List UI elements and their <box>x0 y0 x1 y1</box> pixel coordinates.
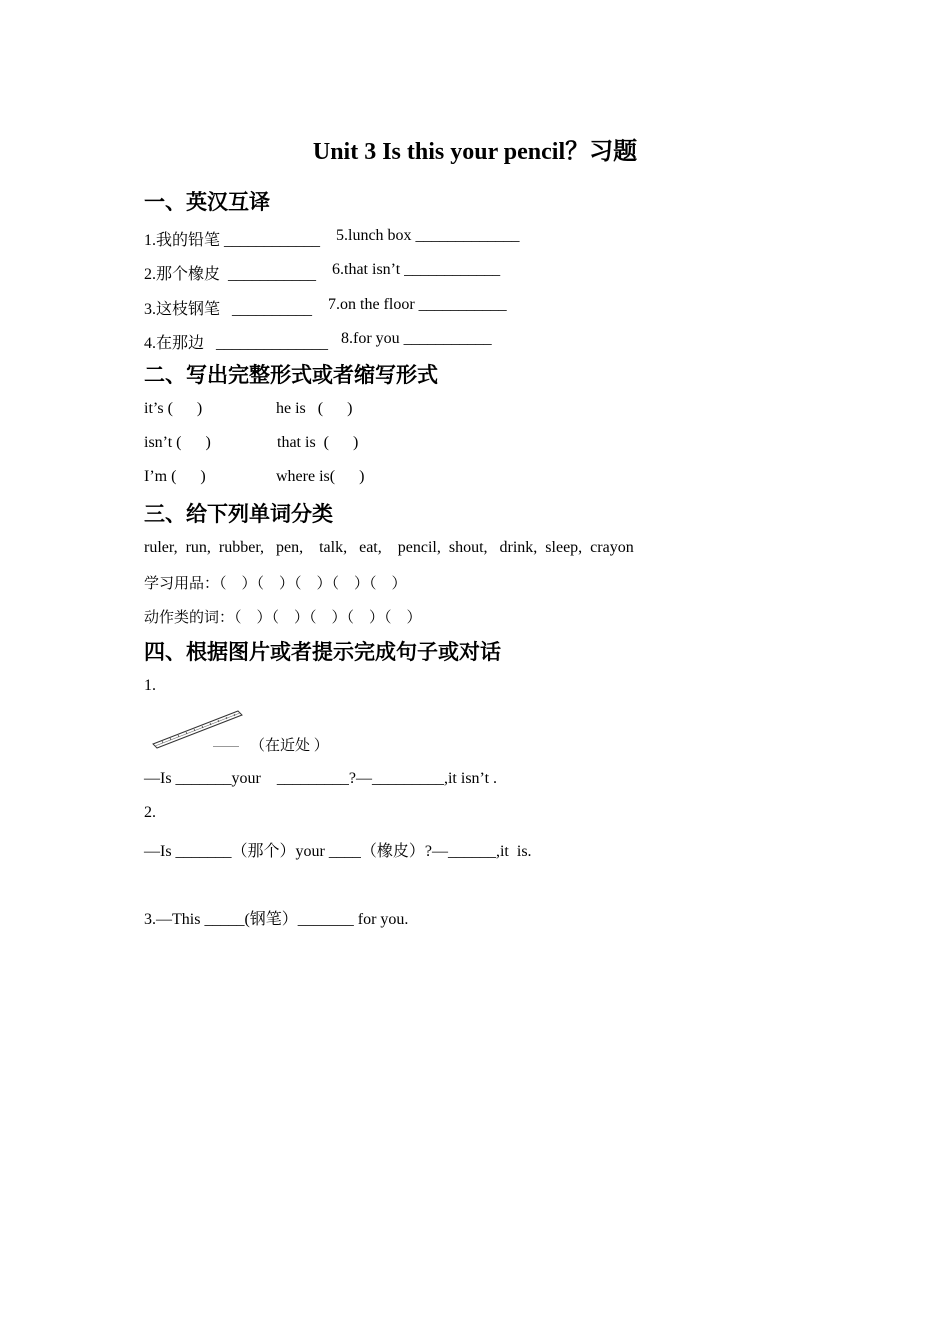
form-item: that is ( ) <box>277 434 359 451</box>
ruler-picture <box>150 704 246 750</box>
translate-item-8: 8.for you ___________ <box>341 330 492 347</box>
translate-item-5: 5.lunch box _____________ <box>336 227 520 244</box>
question-number: 2. <box>144 804 156 821</box>
dialogue-line: 3.—This _____(钢笔）_______ for you. <box>144 911 409 928</box>
translate-item-1: 1.我的铅笔 ____________ <box>144 232 321 249</box>
worksheet-title: Unit 3 Is this your pencil？习题 <box>312 139 638 165</box>
translate-item-6: 6.that isn’t ____________ <box>332 261 501 278</box>
form-item: I’m ( ) <box>144 468 206 485</box>
section2-heading: 二、写出完整形式或者缩写形式 <box>144 363 438 387</box>
section1-heading: 一、英汉互译 <box>144 190 270 214</box>
translate-item-7: 7.on the floor ___________ <box>328 296 507 313</box>
distance-hint: （在近处 ） <box>250 738 329 754</box>
stationery-category: 学习用品：（ ）（ ）（ ）（ ）（ ） <box>144 576 407 592</box>
action-category: 动作类的词：（ ）（ ）（ ）（ ）（ ） <box>144 610 422 626</box>
translate-item-3: 3.这枝钢笔 __________ <box>144 301 313 318</box>
translate-item-4: 4.在那边 ______________ <box>144 335 329 352</box>
ruler-caption-line <box>213 746 239 747</box>
form-item: where is( ) <box>276 468 365 485</box>
section4-heading: 四、根据图片或者提示完成句子或对话 <box>144 640 501 664</box>
dialogue-line: —Is _______your _________?—_________,it isn’t . <box>144 770 498 787</box>
section3-heading: 三、给下列单词分类 <box>144 502 333 526</box>
dialogue-line: —Is _______（那个）your ____（橡皮）?—______,it is. <box>144 843 532 860</box>
form-item: isn’t ( ) <box>144 434 211 451</box>
question-number: 1. <box>144 677 156 694</box>
form-item: it’s ( ) <box>144 400 203 417</box>
translate-item-2: 2.那个橡皮 ___________ <box>144 266 317 283</box>
form-item: he is ( ) <box>276 400 353 417</box>
word-list: ruler, run, rubber, pen, talk, eat, pencil, shout, drink, sleep, crayon <box>144 539 634 556</box>
